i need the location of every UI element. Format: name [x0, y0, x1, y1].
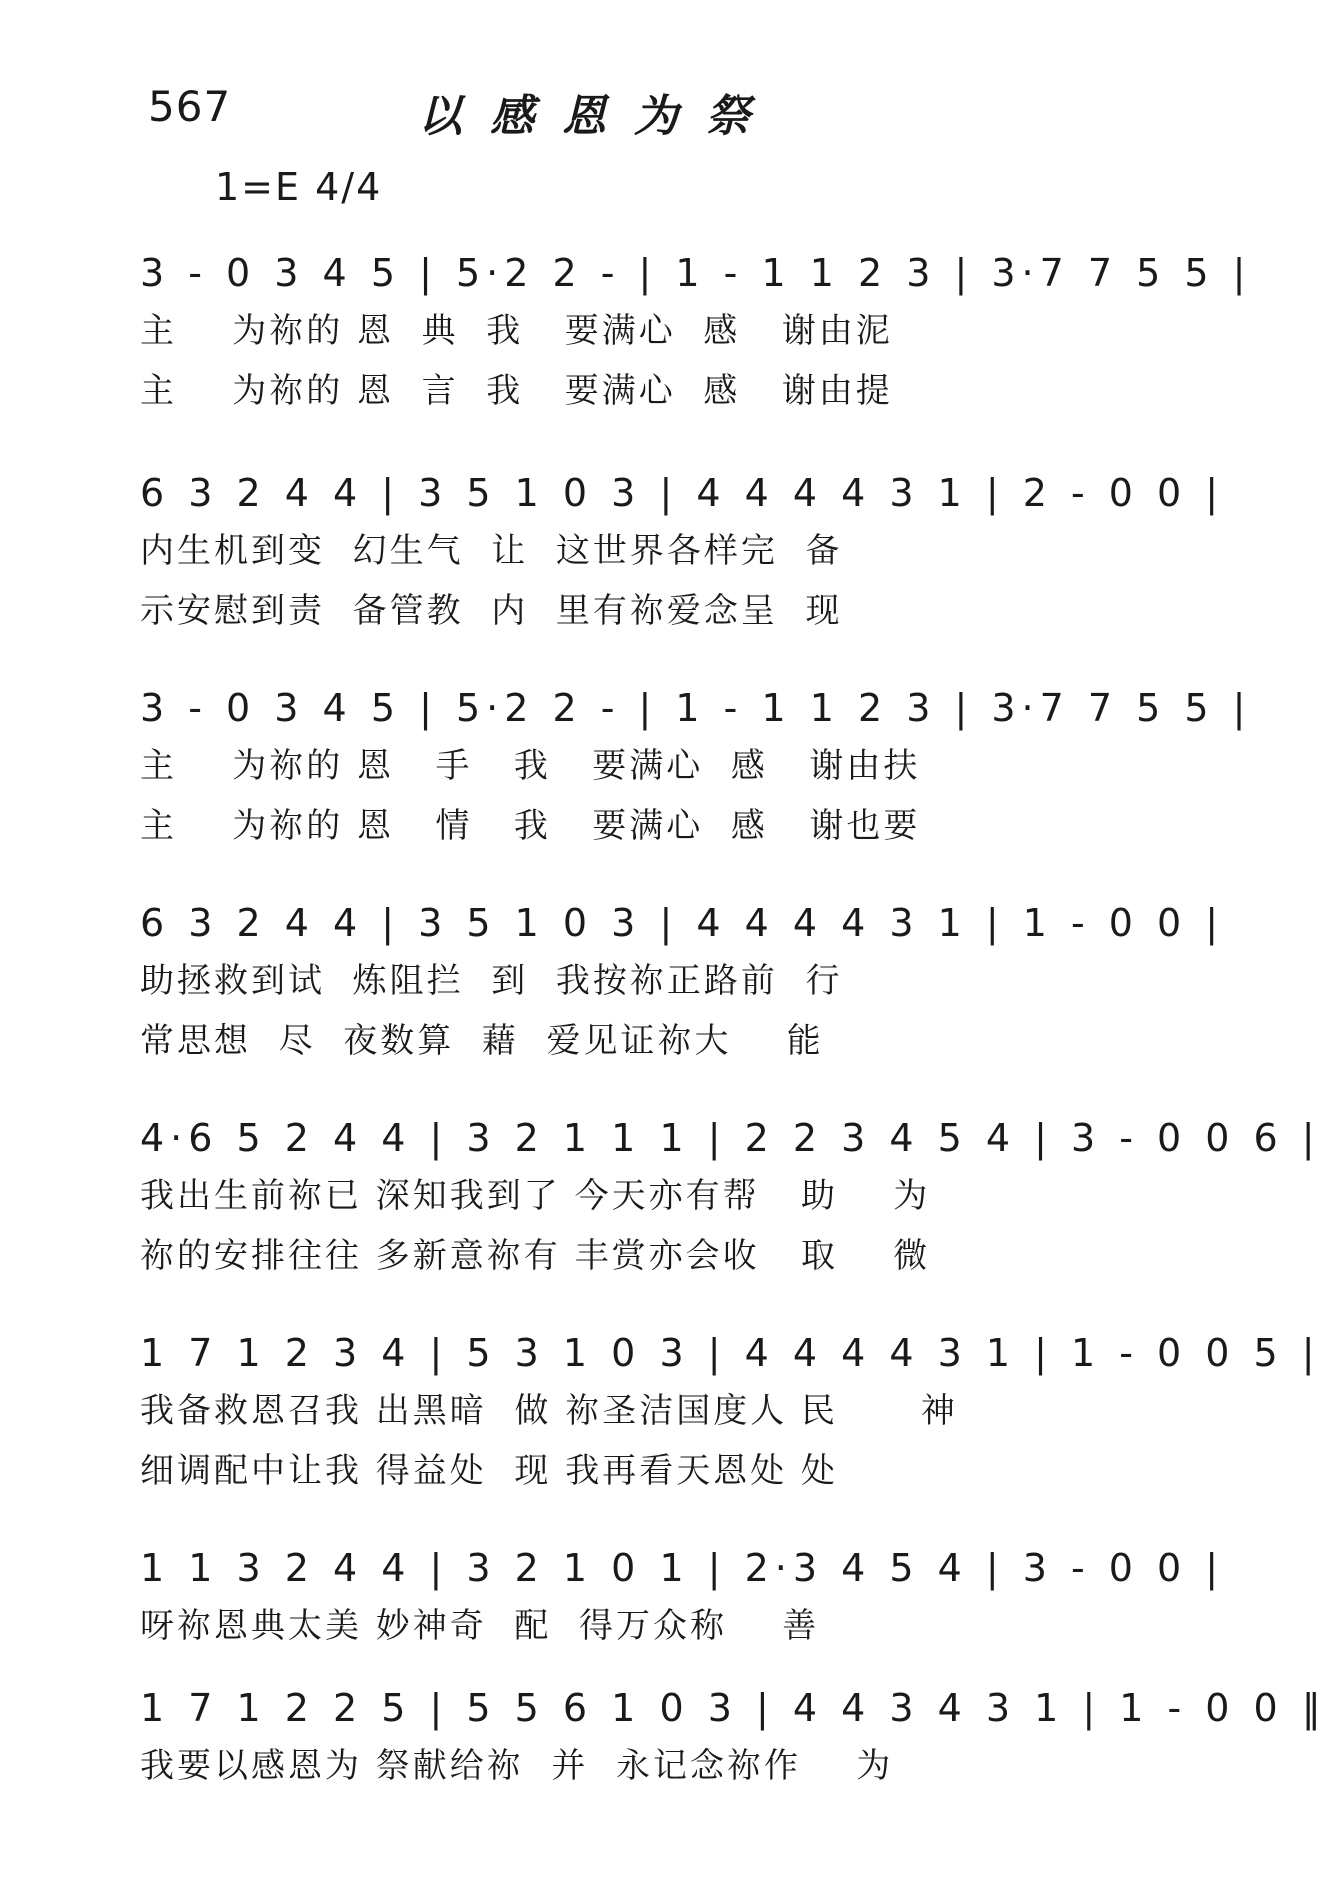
notation-line: 6 3 2 4 4 | 3 5 1 0 3 | 4 4 4 4 3 1 | 2 - 0 0 |	[140, 471, 1225, 515]
notation-line: 4·6 5 2 4 4 | 3 2 1 1 1 | 2 2 3 4 5 4 | 3 - 0 0 6 |	[140, 1116, 1321, 1160]
score-system	[140, 465, 1225, 641]
lyric-line: 常思想 尽 夜数算 藉 爱见证祢大 能	[140, 1021, 824, 1061]
score-system	[140, 1110, 1321, 1286]
lyric-line: 主 为祢的 恩 情 我 要满心 感 谢也要	[140, 806, 921, 846]
notation-line: 3 - 0 3 4 5 | 5·2 2 - | 1 - 1 1 2 3 | 3·7 7 5 5 |	[140, 251, 1252, 295]
score-system	[140, 245, 1252, 421]
notation-line: 1 1 3 2 4 4 | 3 2 1 0 1 | 2·3 4 5 4 | 3 - 0 0 |	[140, 1546, 1225, 1590]
lyric-line: 祢的安排往往 多新意祢有 丰赏亦会收 取 微	[140, 1236, 931, 1276]
notation-line: 1 7 1 2 2 5 | 5 5 6 1 0 3 | 4 4 3 4 3 1 | 1 - 0 0 ‖	[140, 1686, 1327, 1730]
notation-line: 6 3 2 4 4 | 3 5 1 0 3 | 4 4 4 4 3 1 | 1 - 0 0 |	[140, 901, 1225, 945]
lyric-line: 内生机到变 幻生气 让 这世界各样完 备	[140, 531, 843, 571]
notation-line: 3 - 0 3 4 5 | 5·2 2 - | 1 - 1 1 2 3 | 3·7 7 5 5 |	[140, 686, 1252, 730]
lyric-line: 细调配中让我 得益处 现 我再看天恩处 处	[140, 1451, 839, 1491]
lyric-line: 呀祢恩典太美 妙神奇 配 得万众称 善	[140, 1606, 820, 1646]
score-system	[140, 680, 1252, 856]
lyric-line: 我备救恩召我 出黑暗 做 祢圣洁国度人 民 神	[140, 1391, 958, 1431]
score-system	[140, 1325, 1321, 1501]
score-system	[140, 1680, 1327, 1796]
notation-line: 1 7 1 2 3 4 | 5 3 1 0 3 | 4 4 4 4 3 1 | 1 - 0 0 5 |	[140, 1331, 1321, 1375]
lyric-line: 主 为祢的 恩 典 我 要满心 感 谢由泥	[140, 311, 893, 351]
lyric-line: 助拯救到试 炼阻拦 到 我按祢正路前 行	[140, 961, 843, 1001]
score-system	[140, 895, 1225, 1071]
lyric-line: 示安慰到责 备管教 内 里有祢爱念呈 现	[140, 591, 843, 631]
hymn-title: 以感恩为祭	[418, 91, 778, 142]
key-signature: 1=E 4/4	[215, 165, 383, 209]
score-system	[140, 1540, 1225, 1656]
lyric-line: 主 为祢的 恩 手 我 要满心 感 谢由扶	[140, 746, 921, 786]
hymn-number: 567	[148, 82, 232, 131]
lyric-line: 主 为祢的 恩 言 我 要满心 感 谢由提	[140, 371, 893, 411]
lyric-line: 我要以感恩为 祭献给祢 并 永记念祢作 为	[140, 1746, 894, 1786]
lyric-line: 我出生前祢已 深知我到了 今天亦有帮 助 为	[140, 1176, 931, 1216]
